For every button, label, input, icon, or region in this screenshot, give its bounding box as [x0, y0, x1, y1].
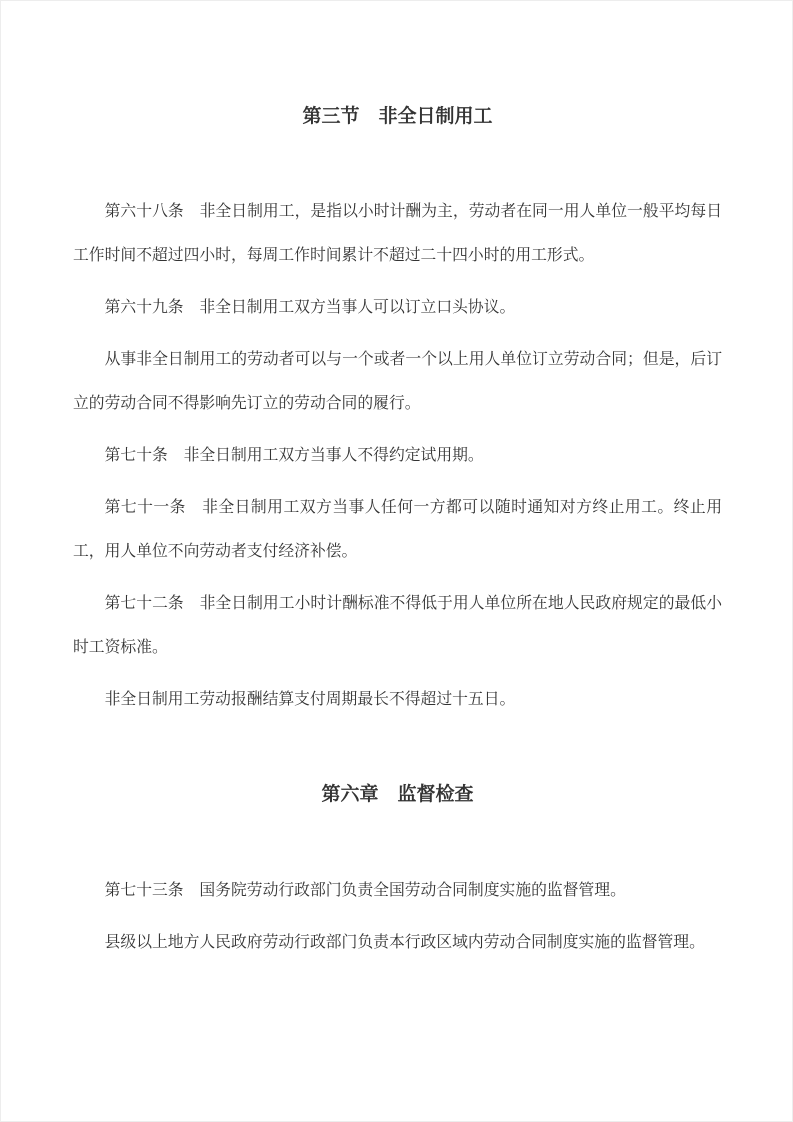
chapter-heading: 第六章 监督检查 — [321, 784, 474, 805]
article-paragraph: 第七十三条 国务院劳动行政部门负责全国劳动合同制度实施的监督管理。 — [104, 882, 626, 899]
article-paragraph: 第七十二条 非全日制用工小时计酬标准不得低于用人单位所在地人民政府规定的最低小时工资标准。 — [73, 595, 722, 656]
section-heading: 第三节 非全日制用工 — [302, 106, 493, 127]
article-paragraph: 从事非全日制用工的劳动者可以与一个或者一个以上用人单位订立劳动合同；但是，后订立的劳动合同不得影响先订立的劳动合同的履行。 — [73, 351, 722, 412]
article-paragraph: 县级以上地方人民政府劳动行政部门负责本行政区域内劳动合同制度实施的监督管理。 — [104, 934, 705, 951]
article-paragraph: 第七十条 非全日制用工双方当事人不得约定试用期。 — [104, 447, 484, 464]
article-paragraph: 第六十九条 非全日制用工双方当事人可以订立口头协议。 — [104, 299, 516, 316]
article-paragraph: 第六十八条 非全日制用工，是指以小时计酬为主，劳动者在同一用人单位一般平均每日工作时间不超过四小时，每周工作时间累计不超过二十四小时的用工形式。 — [73, 203, 722, 264]
article-paragraph: 第七十一条 非全日制用工双方当事人任何一方都可以随时通知对方终止用工。终止用工，用人单位不向劳动者支付经济补偿。 — [73, 499, 722, 560]
article-paragraph: 非全日制用工劳动报酬结算支付周期最长不得超过十五日。 — [104, 691, 516, 708]
